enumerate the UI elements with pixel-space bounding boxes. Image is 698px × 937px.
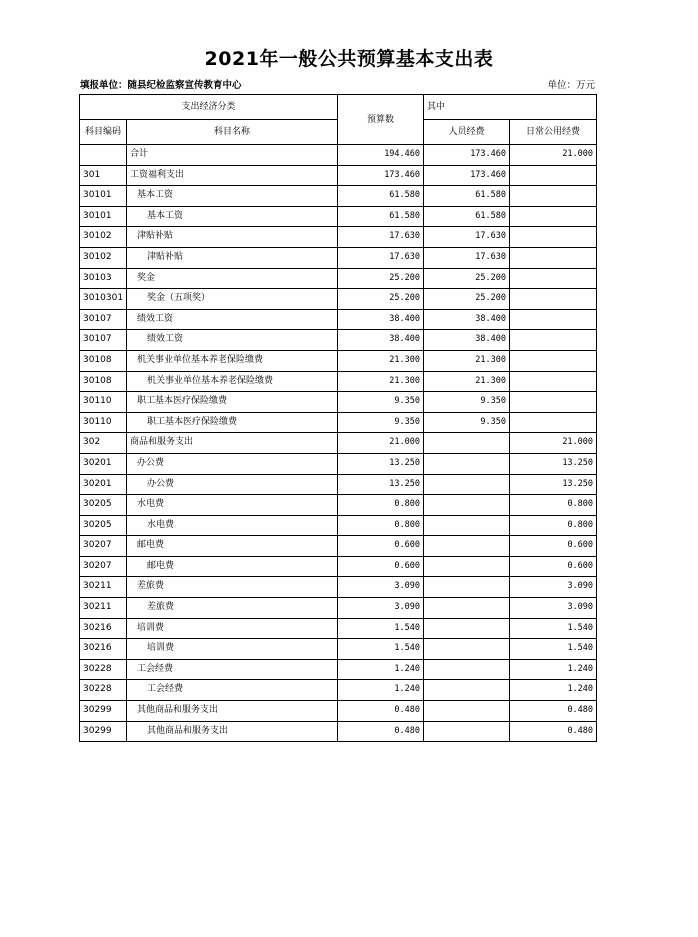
table-row: [80, 206, 597, 227]
row-code: 30110: [80, 412, 127, 433]
header-code: 科目编码: [80, 120, 127, 145]
row-personnel: 21.300: [424, 371, 510, 392]
row-public: [510, 227, 597, 248]
row-budget: 1.240: [338, 680, 424, 701]
row-public: 1.540: [510, 639, 597, 660]
row-code: 30211: [80, 598, 127, 619]
table-row: [80, 268, 597, 289]
row-code: 30299: [80, 701, 127, 722]
row-code: 30207: [80, 556, 127, 577]
table-row: [80, 721, 597, 742]
row-public: [510, 412, 597, 433]
row-budget: 0.480: [338, 721, 424, 742]
row-name: 奖金: [127, 268, 338, 289]
table-row: [80, 453, 597, 474]
row-code: 30228: [80, 680, 127, 701]
row-name: 机关事业单位基本养老保险缴费: [127, 350, 338, 371]
row-public: 13.250: [510, 474, 597, 495]
row-budget: 1.540: [338, 618, 424, 639]
header-personnel: 人员经费: [424, 120, 510, 145]
row-code: 302: [80, 433, 127, 454]
row-name: 绩效工资: [127, 309, 338, 330]
row-public: 13.250: [510, 453, 597, 474]
table-row: [80, 618, 597, 639]
row-personnel: 21.300: [424, 350, 510, 371]
row-public: 1.540: [510, 618, 597, 639]
row-name: 水电费: [127, 495, 338, 516]
currency-unit: 单位：万元: [547, 80, 595, 91]
row-code: 30102: [80, 247, 127, 268]
row-budget: 61.580: [338, 186, 424, 207]
row-code: 30101: [80, 186, 127, 207]
row-public: 1.240: [510, 680, 597, 701]
row-code: 30299: [80, 721, 127, 742]
row-code: 30216: [80, 639, 127, 660]
row-personnel: [424, 680, 510, 701]
row-public: 3.090: [510, 598, 597, 619]
row-public: [510, 330, 597, 351]
row-budget: 21.300: [338, 350, 424, 371]
row-public: 0.600: [510, 556, 597, 577]
row-name: 津贴补贴: [127, 247, 338, 268]
row-name: 其他商品和服务支出: [127, 701, 338, 722]
table-row: [80, 598, 597, 619]
row-personnel: [424, 577, 510, 598]
row-budget: 25.200: [338, 268, 424, 289]
row-budget: 0.600: [338, 556, 424, 577]
page-title: 2021年一般公共预算基本支出表: [204, 48, 494, 70]
row-budget: 9.350: [338, 392, 424, 413]
row-public: 0.600: [510, 536, 597, 557]
table-row: [80, 392, 597, 413]
row-personnel: [424, 618, 510, 639]
row-personnel: 9.350: [424, 412, 510, 433]
row-public: [510, 392, 597, 413]
table-row: [80, 536, 597, 557]
row-name: 其他商品和服务支出: [127, 721, 338, 742]
table-row: [80, 227, 597, 248]
row-code: 30205: [80, 495, 127, 516]
table-row: [80, 350, 597, 371]
row-public: 0.480: [510, 721, 597, 742]
row-code: 30110: [80, 392, 127, 413]
row-personnel: 38.400: [424, 330, 510, 351]
row-code: 30108: [80, 350, 127, 371]
row-budget: 21.000: [338, 433, 424, 454]
table-row: [80, 515, 597, 536]
row-budget: 38.400: [338, 330, 424, 351]
row-code: 30201: [80, 474, 127, 495]
row-budget: 21.300: [338, 371, 424, 392]
row-public: [510, 350, 597, 371]
header-row-1: [80, 95, 597, 120]
budget-table: [79, 94, 597, 742]
row-public: 0.480: [510, 701, 597, 722]
row-budget: 13.250: [338, 453, 424, 474]
row-code: 30216: [80, 618, 127, 639]
header-budget: 预算数: [338, 95, 424, 145]
row-name: 办公费: [127, 474, 338, 495]
row-budget: 0.800: [338, 515, 424, 536]
reporting-unit: 填报单位：随县纪检监察宣传教育中心: [80, 80, 242, 91]
row-budget: 1.240: [338, 659, 424, 680]
row-name: 机关事业单位基本养老保险缴费: [127, 371, 338, 392]
row-personnel: [424, 495, 510, 516]
row-budget: 25.200: [338, 289, 424, 310]
row-code: 30201: [80, 453, 127, 474]
header-name: 科目名称: [127, 120, 338, 145]
row-public: [510, 186, 597, 207]
row-name: 基本工资: [127, 206, 338, 227]
row-personnel: [424, 701, 510, 722]
row-code: 30205: [80, 515, 127, 536]
row-public: [510, 268, 597, 289]
row-personnel: 61.580: [424, 206, 510, 227]
table-row: [80, 330, 597, 351]
row-budget: 3.090: [338, 577, 424, 598]
row-code: 3010301: [80, 289, 127, 310]
table-body: [80, 145, 597, 742]
row-budget: 17.630: [338, 247, 424, 268]
row-personnel: [424, 453, 510, 474]
row-public: [510, 165, 597, 186]
row-name: 差旅费: [127, 598, 338, 619]
row-public: [510, 371, 597, 392]
row-personnel: 17.630: [424, 227, 510, 248]
row-name: 邮电费: [127, 556, 338, 577]
table-row: [80, 495, 597, 516]
row-code: 30207: [80, 536, 127, 557]
table-row: [80, 433, 597, 454]
row-personnel: 38.400: [424, 309, 510, 330]
row-name: 奖金（五项奖）: [127, 289, 338, 310]
row-public: 21.000: [510, 145, 597, 166]
row-personnel: 173.460: [424, 145, 510, 166]
row-personnel: [424, 433, 510, 454]
row-name: 绩效工资: [127, 330, 338, 351]
row-personnel: 9.350: [424, 392, 510, 413]
row-personnel: 61.580: [424, 186, 510, 207]
row-name: 工会经费: [127, 680, 338, 701]
row-code: 30101: [80, 206, 127, 227]
row-public: 0.800: [510, 515, 597, 536]
row-public: [510, 247, 597, 268]
row-code: 30107: [80, 330, 127, 351]
row-name: 基本工资: [127, 186, 338, 207]
row-name: 工资福利支出: [127, 165, 338, 186]
row-public: 1.240: [510, 659, 597, 680]
row-code: 30107: [80, 309, 127, 330]
row-personnel: [424, 721, 510, 742]
table-row: [80, 659, 597, 680]
row-budget: 3.090: [338, 598, 424, 619]
row-budget: 0.600: [338, 536, 424, 557]
row-name: 职工基本医疗保险缴费: [127, 392, 338, 413]
row-personnel: [424, 598, 510, 619]
row-code: [80, 145, 127, 166]
table-row: [80, 371, 597, 392]
row-name: 津贴补贴: [127, 227, 338, 248]
row-public: [510, 289, 597, 310]
row-budget: 0.480: [338, 701, 424, 722]
table-row: [80, 289, 597, 310]
table-row: [80, 165, 597, 186]
row-personnel: 173.460: [424, 165, 510, 186]
row-name: 工会经费: [127, 659, 338, 680]
row-code: 30102: [80, 227, 127, 248]
row-code: 30108: [80, 371, 127, 392]
table-row: [80, 577, 597, 598]
table-row: [80, 701, 597, 722]
row-personnel: 25.200: [424, 289, 510, 310]
row-public: [510, 206, 597, 227]
row-budget: 13.250: [338, 474, 424, 495]
row-name: 合计: [127, 145, 338, 166]
row-budget: 0.800: [338, 495, 424, 516]
row-personnel: [424, 659, 510, 680]
table-row: [80, 639, 597, 660]
row-name: 培训费: [127, 639, 338, 660]
row-name: 办公费: [127, 453, 338, 474]
table-row: [80, 186, 597, 207]
header-public: 日常公用经费: [510, 120, 597, 145]
row-personnel: 17.630: [424, 247, 510, 268]
row-code: 30103: [80, 268, 127, 289]
row-public: 21.000: [510, 433, 597, 454]
row-name: 培训费: [127, 618, 338, 639]
row-name: 商品和服务支出: [127, 433, 338, 454]
row-public: 0.800: [510, 495, 597, 516]
row-public: 3.090: [510, 577, 597, 598]
row-name: 差旅费: [127, 577, 338, 598]
row-budget: 173.460: [338, 165, 424, 186]
row-budget: 9.350: [338, 412, 424, 433]
row-budget: 194.460: [338, 145, 424, 166]
table-row: [80, 556, 597, 577]
row-public: [510, 309, 597, 330]
row-code: 30211: [80, 577, 127, 598]
row-budget: 1.540: [338, 639, 424, 660]
row-personnel: [424, 474, 510, 495]
row-code: 30228: [80, 659, 127, 680]
row-budget: 17.630: [338, 227, 424, 248]
table-row: [80, 247, 597, 268]
row-personnel: 25.200: [424, 268, 510, 289]
row-personnel: [424, 639, 510, 660]
row-name: 职工基本医疗保险缴费: [127, 412, 338, 433]
row-budget: 38.400: [338, 309, 424, 330]
row-code: 301: [80, 165, 127, 186]
header-of-which: 其中: [424, 95, 597, 120]
row-personnel: [424, 556, 510, 577]
header-economic-class: 支出经济分类: [80, 95, 338, 120]
row-budget: 61.580: [338, 206, 424, 227]
table-row: [80, 145, 597, 166]
row-personnel: [424, 515, 510, 536]
table-row: [80, 412, 597, 433]
row-name: 邮电费: [127, 536, 338, 557]
row-name: 水电费: [127, 515, 338, 536]
row-personnel: [424, 536, 510, 557]
table-row: [80, 474, 597, 495]
table-row: [80, 680, 597, 701]
table-row: [80, 309, 597, 330]
